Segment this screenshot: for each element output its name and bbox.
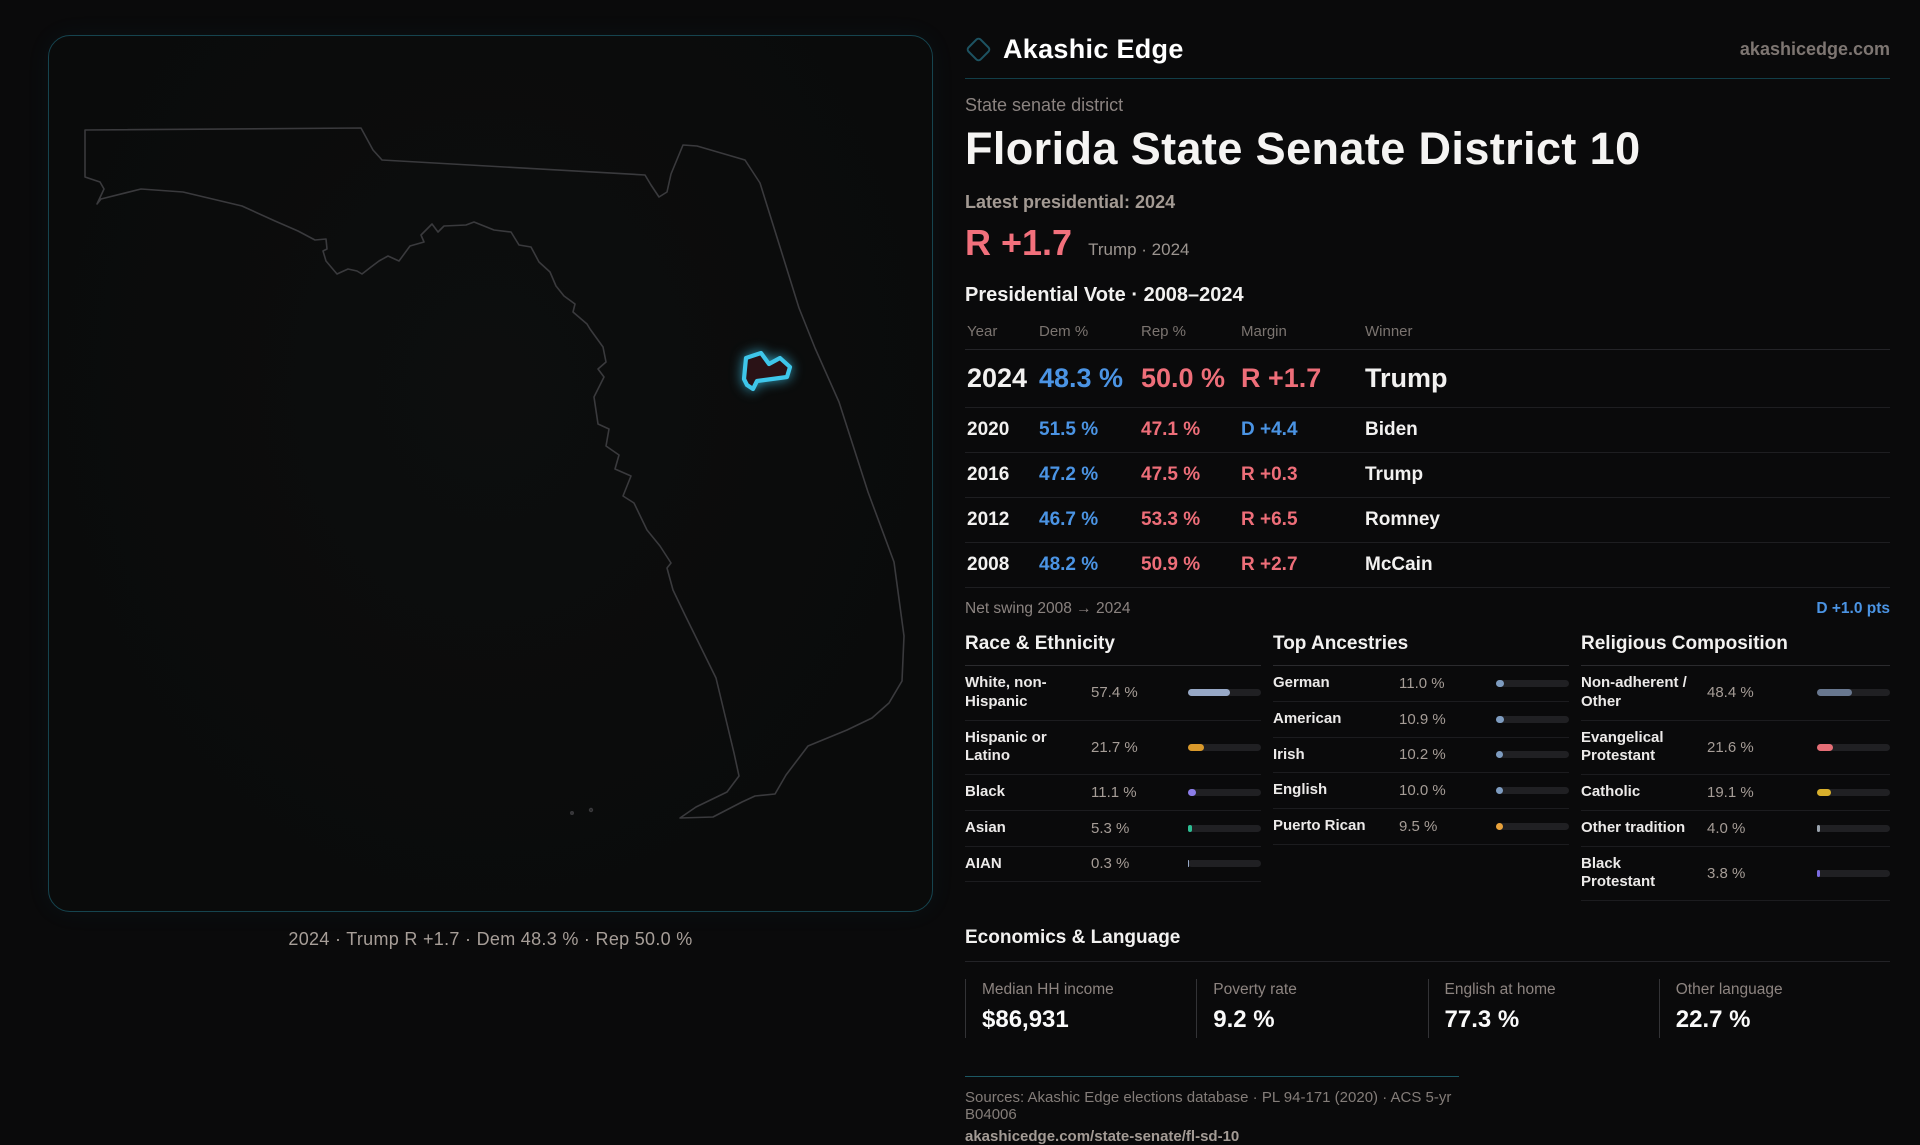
- demo-label: Puerto Rican: [1273, 817, 1391, 836]
- demo-bar-fill: [1496, 716, 1504, 723]
- demo-row: [965, 811, 1261, 847]
- cell-year: 2024: [967, 363, 1039, 394]
- demo-value: 9.5 %: [1391, 818, 1496, 835]
- footer: [965, 1076, 1459, 1145]
- latest-presidential-label: Latest presidential: 2024: [965, 192, 1890, 213]
- demo-label: Non-adherent / Other: [1581, 674, 1699, 712]
- demo-bar-track: [1188, 789, 1261, 796]
- demographics-grid: [965, 633, 1890, 901]
- demo-bar-track: [1496, 787, 1569, 794]
- net-swing-label: Net swing 2008 → 2024: [965, 600, 1130, 618]
- demo-value: 11.0 %: [1391, 675, 1496, 692]
- headline-margin-context: Trump · 2024: [1088, 240, 1189, 260]
- headline-margin-row: [965, 222, 1890, 264]
- demo-value: 10.9 %: [1391, 711, 1496, 728]
- demo-row: [1581, 847, 1890, 902]
- demo-label: American: [1273, 710, 1391, 729]
- cell-margin: R +6.5: [1241, 509, 1365, 531]
- demo-bar-track: [1817, 825, 1890, 832]
- col-winner: Winner: [1365, 323, 1888, 340]
- demo-value: 10.2 %: [1391, 746, 1496, 763]
- florida-key-islet: [590, 809, 593, 812]
- brand-header: [965, 28, 1890, 70]
- demo-bar-track: [1496, 823, 1569, 830]
- demo-bar-fill: [1496, 787, 1503, 794]
- table-row: [965, 543, 1890, 588]
- demo-label: Other tradition: [1581, 819, 1699, 838]
- demo-value: 11.1 %: [1083, 784, 1188, 801]
- sources-line: Sources: Akashic Edge elections database · PL 94-171 (2020) · ACS 5-yr B04006: [965, 1089, 1459, 1123]
- cell-margin: R +2.7: [1241, 554, 1365, 576]
- religious-composition-section: [1581, 633, 1890, 901]
- religious-composition-title: Religious Composition: [1581, 633, 1890, 666]
- demo-value: 5.3 %: [1083, 820, 1188, 837]
- race-ethnicity-title: Race & Ethnicity: [965, 633, 1261, 666]
- site-domain-link[interactable]: akashicedge.com: [1740, 39, 1890, 60]
- cell-margin: R +1.7: [1241, 363, 1365, 394]
- demo-label: Asian: [965, 819, 1083, 838]
- stat-label: Poverty rate: [1213, 981, 1427, 999]
- table-row: [965, 498, 1890, 543]
- cell-year: 2008: [967, 554, 1039, 576]
- demo-bar-track: [1188, 860, 1261, 867]
- col-margin: Margin: [1241, 323, 1365, 340]
- demo-label: Black Protestant: [1581, 855, 1699, 893]
- col-rep: Rep %: [1141, 323, 1241, 340]
- net-swing-row: [965, 600, 1890, 618]
- stat-label: Other language: [1676, 981, 1890, 999]
- district-shape[interactable]: [744, 353, 790, 389]
- economics-title: Economics & Language: [965, 927, 1890, 949]
- cell-winner: Romney: [1365, 509, 1888, 531]
- florida-key-islet: [571, 812, 573, 814]
- table-row: [965, 350, 1890, 408]
- demo-label: Hispanic or Latino: [965, 729, 1083, 767]
- demo-bar-track: [1496, 680, 1569, 687]
- detail-panel: [965, 28, 1890, 1145]
- demo-bar-fill: [1188, 744, 1204, 751]
- demo-row: [1273, 738, 1569, 774]
- table-row: [965, 453, 1890, 498]
- cell-margin: D +4.4: [1241, 419, 1365, 441]
- economics-section: [965, 927, 1890, 1038]
- stat-card: [965, 979, 1196, 1038]
- stat-value: 77.3 %: [1445, 1006, 1659, 1034]
- demo-value: 3.8 %: [1699, 865, 1817, 882]
- demo-value: 10.0 %: [1391, 782, 1496, 799]
- cell-dem-pct: 46.7 %: [1039, 509, 1141, 531]
- demo-row: [1273, 702, 1569, 738]
- cell-dem-pct: 48.2 %: [1039, 554, 1141, 576]
- map-panel: [48, 35, 933, 912]
- demo-label: Irish: [1273, 746, 1391, 765]
- demo-row: [1273, 666, 1569, 702]
- demo-bar-track: [1817, 789, 1890, 796]
- brand-name: Akashic Edge: [1003, 34, 1184, 65]
- demo-bar-track: [1817, 870, 1890, 877]
- col-year: Year: [967, 323, 1039, 340]
- table-header-row: [965, 315, 1890, 350]
- presidential-table: [965, 315, 1890, 588]
- demo-row: [1581, 721, 1890, 776]
- florida-outline: [85, 128, 904, 818]
- demo-bar-track: [1496, 716, 1569, 723]
- demo-bar-fill: [1496, 680, 1504, 687]
- demo-bar-fill: [1188, 689, 1230, 696]
- demo-bar-fill: [1817, 789, 1831, 796]
- stat-value: 9.2 %: [1213, 1006, 1427, 1034]
- demo-label: AIAN: [965, 855, 1083, 874]
- col-dem: Dem %: [1039, 323, 1141, 340]
- presidential-table-body: [965, 350, 1890, 588]
- demo-bar-fill: [1817, 744, 1833, 751]
- demo-label: White, non-Hispanic: [965, 674, 1083, 712]
- cell-dem-pct: 51.5 %: [1039, 419, 1141, 441]
- demo-row: [1581, 775, 1890, 811]
- cell-rep-pct: 50.0 %: [1141, 363, 1241, 394]
- brand[interactable]: [965, 34, 1184, 65]
- stat-label: Median HH income: [982, 981, 1196, 999]
- cell-year: 2012: [967, 509, 1039, 531]
- cell-margin: R +0.3: [1241, 464, 1365, 486]
- stat-card: [1659, 979, 1890, 1038]
- demo-value: 4.0 %: [1699, 820, 1817, 837]
- demo-bar-fill: [1817, 825, 1820, 832]
- demo-row: [1273, 773, 1569, 809]
- demo-label: German: [1273, 674, 1391, 693]
- demo-bar-fill: [1817, 870, 1820, 877]
- demo-bar-fill: [1188, 789, 1196, 796]
- stat-label: English at home: [1445, 981, 1659, 999]
- cell-rep-pct: 47.5 %: [1141, 464, 1241, 486]
- demo-bar-fill: [1496, 751, 1503, 758]
- demo-label: Evangelical Protestant: [1581, 729, 1699, 767]
- demo-bar-track: [1817, 744, 1890, 751]
- demo-value: 21.6 %: [1699, 739, 1817, 756]
- race-ethnicity-section: [965, 633, 1261, 901]
- cell-winner: Biden: [1365, 419, 1888, 441]
- demo-value: 57.4 %: [1083, 684, 1188, 701]
- demo-row: [965, 666, 1261, 721]
- demo-bar-fill: [1817, 689, 1852, 696]
- economics-stats: [965, 979, 1890, 1038]
- page-title: Florida State Senate District 10: [965, 123, 1890, 175]
- demo-label: English: [1273, 781, 1391, 800]
- demo-label: Catholic: [1581, 783, 1699, 802]
- header-divider: [965, 78, 1890, 79]
- headline-margin-value: R +1.7: [965, 222, 1072, 264]
- demo-row: [965, 721, 1261, 776]
- district-kicker: State senate district: [965, 95, 1890, 116]
- cell-winner: Trump: [1365, 464, 1888, 486]
- demo-bar-track: [1817, 689, 1890, 696]
- demo-value: 48.4 %: [1699, 684, 1817, 701]
- cell-rep-pct: 50.9 %: [1141, 554, 1241, 576]
- florida-map: [51, 98, 931, 878]
- demo-bar-fill: [1496, 823, 1503, 830]
- cell-year: 2016: [967, 464, 1039, 486]
- demo-bar-track: [1496, 751, 1569, 758]
- demo-bar-track: [1188, 689, 1261, 696]
- brand-diamond-icon: [965, 36, 992, 63]
- cell-year: 2020: [967, 419, 1039, 441]
- table-row: [965, 408, 1890, 453]
- demo-row: [965, 847, 1261, 883]
- stat-value: 22.7 %: [1676, 1006, 1890, 1034]
- table-title: Presidential Vote · 2008–2024: [965, 284, 1890, 307]
- demo-value: 0.3 %: [1083, 855, 1188, 872]
- cell-dem-pct: 48.3 %: [1039, 363, 1141, 394]
- stat-card: [1428, 979, 1659, 1038]
- top-ancestries-section: [1273, 633, 1569, 901]
- cell-winner: Trump: [1365, 363, 1888, 394]
- demo-bar-fill: [1188, 825, 1192, 832]
- demo-bar-track: [1188, 744, 1261, 751]
- stat-card: [1196, 979, 1427, 1038]
- demo-row: [1273, 809, 1569, 845]
- economics-divider: [965, 961, 1890, 962]
- stat-value: $86,931: [982, 1006, 1196, 1034]
- cell-rep-pct: 47.1 %: [1141, 419, 1241, 441]
- cell-rep-pct: 53.3 %: [1141, 509, 1241, 531]
- map-caption: 2024 · Trump R +1.7 · Dem 48.3 % · Rep 50.0 %: [48, 929, 933, 950]
- demo-value: 21.7 %: [1083, 739, 1188, 756]
- demo-bar-track: [1188, 825, 1261, 832]
- demo-row: [1581, 666, 1890, 721]
- permalink-link[interactable]: akashicedge.com/state-senate/fl-sd-10: [965, 1128, 1459, 1145]
- cell-dem-pct: 47.2 %: [1039, 464, 1141, 486]
- demo-value: 19.1 %: [1699, 784, 1817, 801]
- footer-divider: [965, 1076, 1459, 1077]
- net-swing-value: D +1.0 pts: [1816, 600, 1890, 618]
- demo-row: [1581, 811, 1890, 847]
- top-ancestries-title: Top Ancestries: [1273, 633, 1569, 666]
- cell-winner: McCain: [1365, 554, 1888, 576]
- demo-row: [965, 775, 1261, 811]
- demo-label: Black: [965, 783, 1083, 802]
